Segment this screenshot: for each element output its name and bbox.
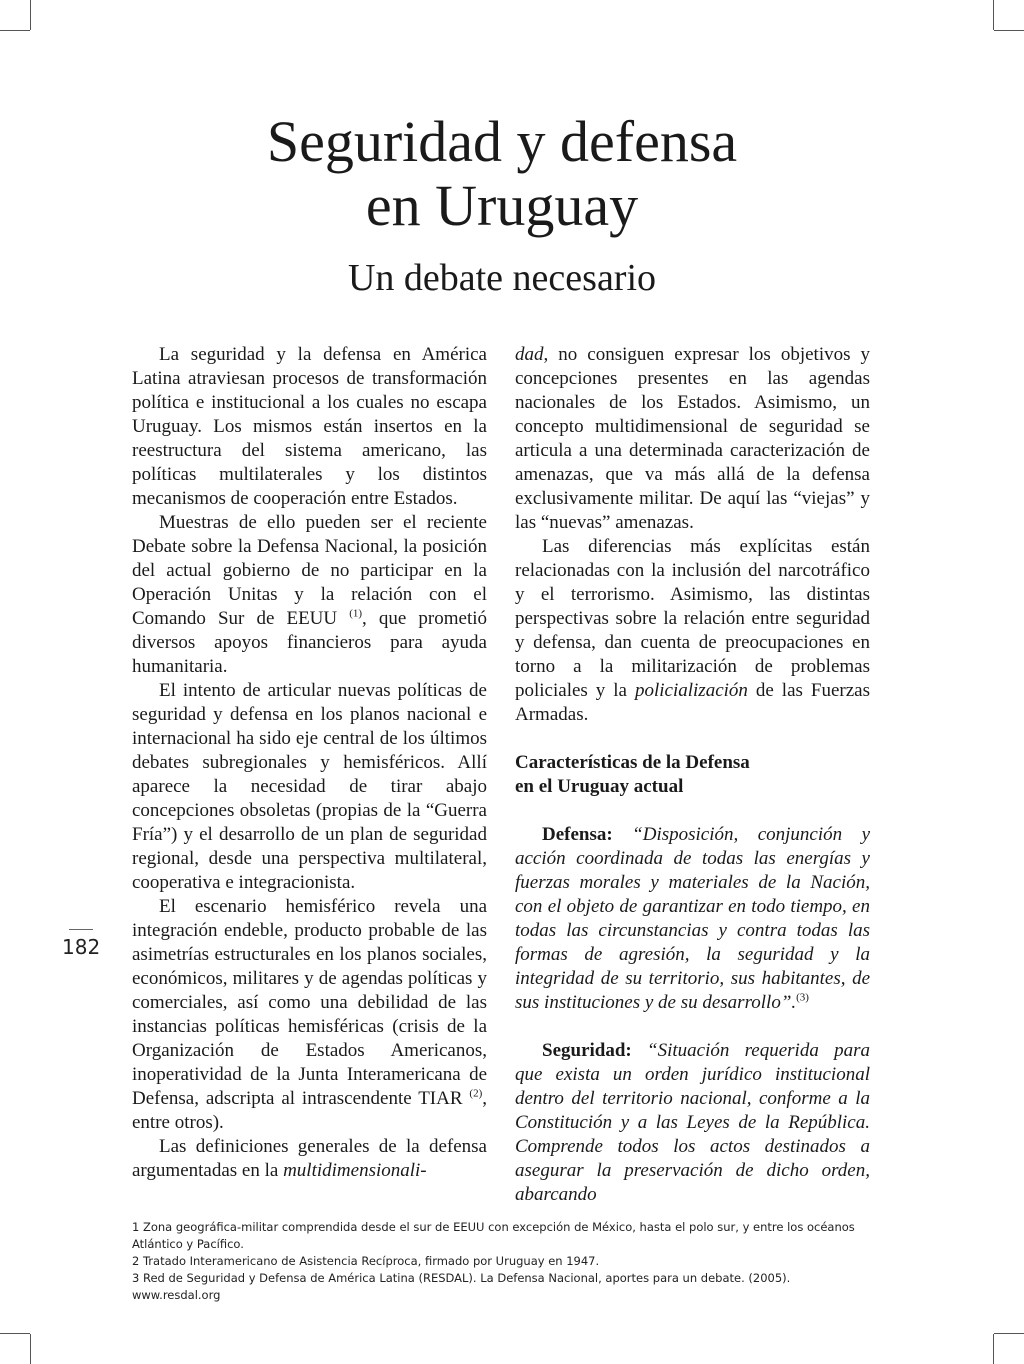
title-line-1: Seguridad y defensa: [266, 109, 738, 174]
footnotes: [132, 1219, 872, 1304]
paragraph: El intento de articular nuevas políticas de seguridad y defensa en los planos nacional e internacional ha sido eje central de los últimos debates subregionales y hemisféricos. Allí aparece la necesidad de tirar abajo concepciones obsoletas (propias de la “Guerra Fría”) y el desarrollo de un plan de seguridad regional, desde una perspectiva multilateral, cooperativa e integracionista.: [132, 680, 487, 893]
page-number-rule: [69, 929, 93, 930]
paragraph: Las definiciones generales de la defensa argumentadas en la multidimensionali-: [132, 1136, 487, 1181]
crop-mark-bottom-left: [30, 1334, 31, 1364]
footnote-ref: (3): [796, 991, 809, 1004]
left-column: [132, 343, 487, 1183]
paragraph: Las diferencias más explícitas están relacionadas con la inclusión del narcotráfico y el terrorismo. Asimismo, las distintas perspectivas sobre la relación entre seguridad y defensa, dan cuenta de preocupaciones en torno a la militarización de problemas policiales y la policialización de las Fuerzas Armadas.: [515, 536, 870, 725]
footnote-1: 1 Zona geográfica-militar comprendida desde el sur de EEUU con excepción de México, hasta el polo sur, y entre los océanos Atlántico y Pacífico.: [132, 1220, 855, 1251]
right-column: [515, 343, 870, 1207]
title-line-2: en Uruguay: [365, 173, 639, 238]
crop-mark-bottom-right-h: [994, 1333, 1024, 1334]
definition-term: Defensa:: [542, 824, 613, 845]
footnote-3: 3 Red de Seguridad y Defensa de América Latina (RESDAL). La Defensa Nacional, aportes para un debate. (2005). www.resdal.org: [132, 1271, 791, 1302]
paragraph: dad, no consiguen expresar los objetivos y concepciones presentes en las agendas nacionales de los Estados. Asimismo, un concepto multidimensional de seguridad se articula a una determinada caracterización de amenazas, que va más allá de la defensa exclusivamente militar. De aquí las “viejas” y las “nuevas” amenazas.: [515, 344, 870, 533]
crop-mark-top-left: [30, 0, 31, 30]
crop-mark-top-right: [993, 0, 994, 30]
footnote-2: 2 Tratado Interamericano de Asistencia Recíproca, firmado por Uruguay en 1947.: [132, 1254, 600, 1268]
definition-term: Seguridad:: [542, 1040, 632, 1061]
italic-term: policialización: [634, 680, 748, 701]
paragraph: La seguridad y la defensa en América Latina atraviesan procesos de transformación política e institucional a los cuales no escapa Uruguay. Los mismos están insertos en la reestructura del sistema americano, las políticas multilaterales y los distintos mecanismos de cooperación entre Estados.: [132, 344, 487, 509]
footnote-ref: (2): [469, 1087, 483, 1100]
crop-mark-top-right-h: [994, 30, 1024, 31]
italic-term: multidimensionali-: [283, 1160, 427, 1181]
paragraph: Muestras de ello pueden ser el reciente Debate sobre la Defensa Nacional, la posición del actual gobierno de no participar en la Operación Unitas y la relación con el Comando Sur de EEUU $^{(1)}$, que prometió diversos apoyos financieros para ayuda humanitaria.: [132, 512, 487, 677]
page-number: 182: [62, 935, 101, 959]
page-subtitle: Un debate necesario: [347, 257, 657, 299]
crop-mark-bottom-left-h: [0, 1333, 30, 1334]
definition-defensa: Defensa: “Disposición, conjunción y acción coordinada de todas las energías y fuerzas morales y materiales de la Nación, con el objeto de garantizar en todo tiempo, en todas las circunstancias y contra todas las formas de agresión, la seguridad y la integridad de su territorio, sus habitantes, de sus instituciones y de su desarrollo”.$^{(3)}$: [515, 824, 871, 1013]
footnote-ref: (1): [349, 607, 363, 620]
section-heading: Características de la Defensa en el Uruguay actual: [515, 752, 750, 797]
italic-term: dad: [515, 344, 544, 365]
paragraph: El escenario hemisférico revela una integración endeble, producto probable de las asimetrías estructurales en los planos sociales, económicos, militares y de agendas políticas y comerciales, así como una debilidad de las instancias políticas hemisféricas (crisis de la Organización de Estados Americanos, inoperatividad de la Junta Interamericana de Defensa, adscripta al intrascendente TIAR $^{(2)}$, entre otros).: [132, 896, 487, 1133]
page-title: [0, 110, 1004, 238]
title-block: [0, 110, 1004, 300]
crop-mark-top-left-h: [0, 30, 30, 31]
crop-mark-bottom-right: [993, 1334, 994, 1364]
definition-seguridad: Seguridad: “Situación requerida para que exista un orden jurídico institucional dentro del territorio nacional, conforme a la Constitución y a las Leyes de la República. Comprende todos los actos destinados a asegurar la preservación de dicho orden, abarcando: [515, 1040, 870, 1205]
